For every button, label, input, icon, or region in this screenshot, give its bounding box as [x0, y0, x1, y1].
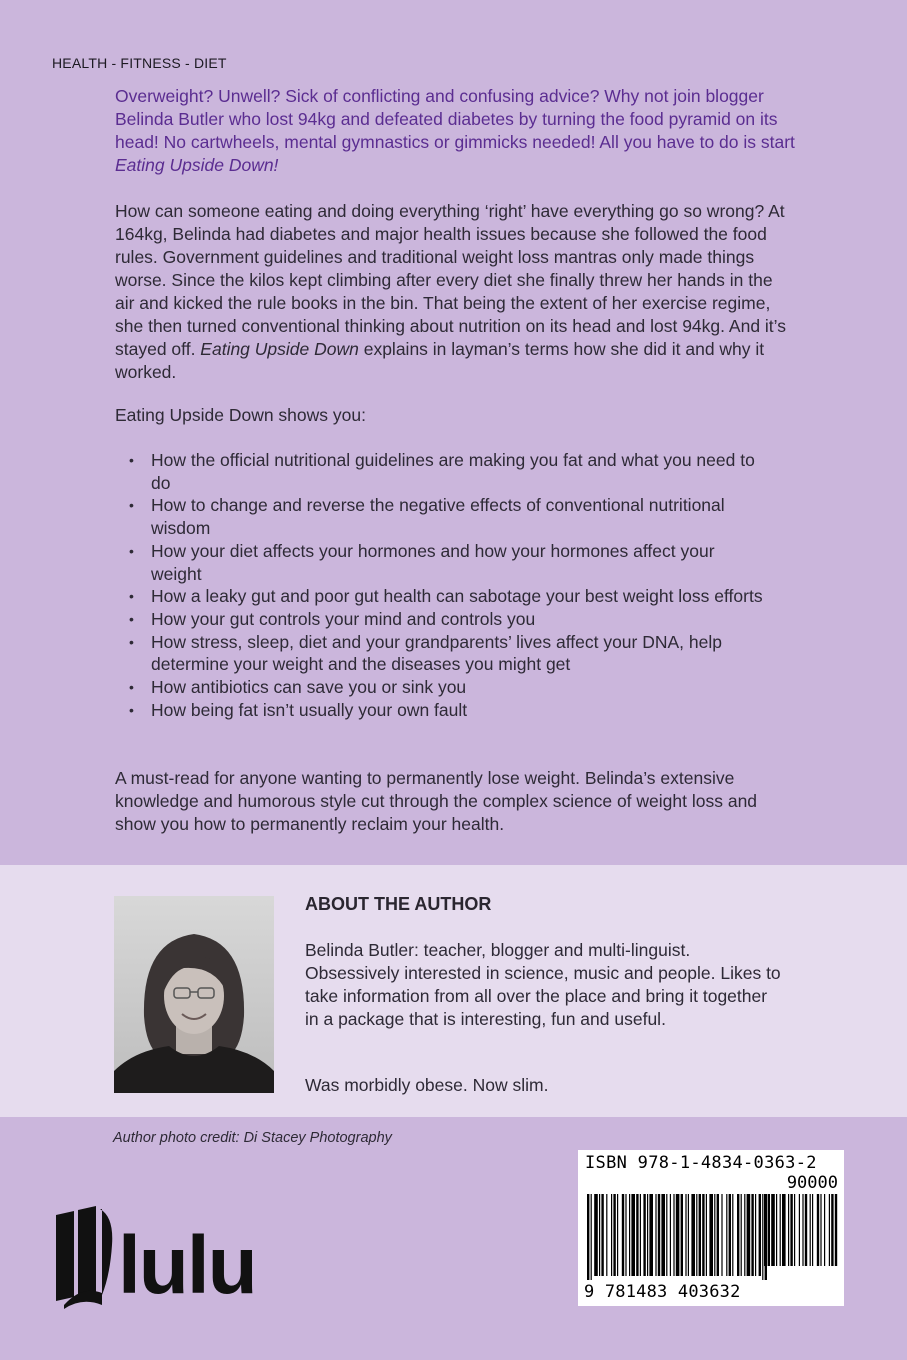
description-text: How can someone eating and doing everything ‘right’ have everything go so wrong? At 164kg, Belinda had diabetes and major health issues because she followed the food rules. Government guidelines and traditional weight loss mantras only made things worse. Since the kilos kept climbing after every diet she finally threw her hands in the air and kicked the rule books in the bin. That being the extent of her exercise regime, she then turned conventional thinking about nutrition on its head and lost 94kg. And it’s stayed off.	[115, 201, 786, 359]
barcode-bar	[709, 1194, 713, 1276]
barcode-bar	[771, 1194, 775, 1266]
barcode-bar	[702, 1194, 704, 1276]
barcode-bar	[587, 1194, 589, 1280]
barcode-bar	[649, 1194, 653, 1276]
ean-number: 9 781483 403632	[584, 1282, 741, 1302]
barcode-bar	[676, 1194, 680, 1276]
barcode-bar	[782, 1194, 786, 1266]
bullet-dot: •	[129, 610, 134, 627]
barcode-bar	[794, 1194, 795, 1266]
bullet-item	[127, 540, 767, 585]
barcode-bar	[776, 1194, 777, 1266]
barcode-bar	[741, 1194, 742, 1276]
bullet-item	[127, 699, 767, 722]
intro-text: Overweight? Unwell? Sick of conflicting and confusing advice? Why not join blogger Belinda Butler who lost 94kg and defeated diabetes by turning the food pyramid on its head! No cartwheels, mental gymnastics or gimmicks needed! All you have to do is start	[115, 86, 795, 152]
barcode-bar	[820, 1194, 821, 1266]
barcode-bar	[744, 1194, 745, 1276]
barcode-bar	[643, 1194, 645, 1276]
description-book-title: Eating Upside Down	[200, 339, 359, 359]
barcode-bar	[764, 1194, 765, 1266]
barcode-bar	[726, 1194, 727, 1276]
author-bio: Belinda Butler: teacher, blogger and multi-linguist. Obsessively interested in science, music and people. Likes to take information from all over the place and bring it together in a package that is interesting, fun and useful.	[305, 940, 781, 1029]
barcode-bar	[591, 1194, 592, 1280]
bullet-item	[127, 449, 767, 494]
barcode-bar	[691, 1194, 695, 1276]
barcode-bar	[629, 1194, 630, 1276]
barcode-bar	[696, 1194, 697, 1276]
barcode-bar	[699, 1194, 701, 1276]
barcode-bar	[780, 1194, 781, 1266]
barcode-bar	[599, 1194, 600, 1276]
bullet-dot: •	[129, 588, 134, 605]
barcode-bar	[631, 1194, 635, 1276]
barcode-bar	[688, 1194, 689, 1276]
barcode-bar	[617, 1194, 618, 1276]
barcode-bar	[835, 1194, 837, 1266]
barcode-bar	[655, 1194, 656, 1276]
barcode-bar	[810, 1194, 811, 1266]
barcode-bar	[658, 1194, 660, 1276]
bullet-dot: •	[129, 497, 134, 514]
description-text-end: explains in layman’s terms how she did it and why it worked.	[115, 339, 765, 382]
barcode-bar	[613, 1194, 615, 1276]
intro-blurb	[115, 85, 795, 177]
closing-paragraph: A must-read for anyone wanting to permanently lose weight. Belinda’s extensive knowledge and humorous style cut through the complex science of weight loss and show you how to permanently reclaim your health.	[115, 768, 758, 834]
barcode-bar	[768, 1194, 770, 1266]
bullet-item	[127, 676, 767, 699]
barcode-bar	[714, 1194, 715, 1276]
bullet-item	[127, 608, 767, 631]
barcode-bar	[721, 1194, 722, 1276]
about-author-heading: ABOUT THE AUTHOR	[305, 894, 492, 914]
barcode-bar	[805, 1194, 807, 1266]
ean-bars	[587, 1194, 767, 1280]
barcode-bar	[812, 1194, 813, 1266]
barcode-bar	[831, 1194, 833, 1266]
bullet-text: How your gut controls your mind and controls you	[151, 608, 536, 629]
bullet-text: How to change and reverse the negative effects of conventional nutritional wisdom	[151, 495, 725, 539]
barcode-bar	[802, 1194, 803, 1266]
bullet-dot: •	[129, 701, 134, 718]
photo-credit: Author photo credit: Di Stacey Photography	[113, 1130, 392, 1146]
barcode-bar	[817, 1194, 819, 1266]
lulu-wordmark: lulu	[118, 1220, 256, 1310]
barcode-bar	[737, 1194, 739, 1276]
barcode-bar	[706, 1194, 707, 1276]
bullet-text: How stress, sleep, diet and your grandparents’ lives affect your DNA, help determine your weight and the diseases you might get	[151, 631, 722, 675]
barcode-bar	[717, 1194, 719, 1276]
barcode-bar	[729, 1194, 731, 1276]
bullet-dot: •	[129, 452, 134, 468]
author-photo	[114, 896, 274, 1093]
isbn-number: ISBN 978-1-4834-0363-2	[585, 1153, 817, 1173]
barcode-bar	[824, 1194, 825, 1266]
barcode-bar	[622, 1194, 624, 1276]
barcode-bar	[673, 1194, 674, 1276]
barcode-bar	[685, 1194, 686, 1276]
barcode-bar	[666, 1194, 667, 1276]
category-label: HEALTH - FITNESS - DIET	[52, 55, 227, 71]
price-code: 90000	[786, 1173, 838, 1193]
barcode-bar	[799, 1194, 800, 1266]
bullet-item	[127, 585, 767, 608]
bullet-item	[127, 631, 767, 676]
description-paragraph	[115, 200, 795, 384]
shows-heading: Eating Upside Down shows you:	[115, 405, 366, 425]
barcode-bar	[647, 1194, 648, 1276]
barcode-bar	[594, 1194, 598, 1276]
barcode-bar	[829, 1194, 830, 1266]
author-tagline: Was morbidly obese. Now slim.	[305, 1075, 549, 1095]
isbn-barcode	[578, 1150, 844, 1306]
barcode-bar	[759, 1194, 761, 1276]
barcode-bar	[636, 1194, 638, 1276]
bullet-text: How the official nutritional guidelines are making you fat and what you need to do	[151, 450, 755, 493]
barcode-bar	[788, 1194, 789, 1266]
bullet-text: How a leaky gut and poor gut health can sabotage your best weight loss efforts	[151, 586, 763, 607]
barcode-bar	[670, 1194, 671, 1276]
barcode-bar	[681, 1194, 683, 1276]
barcode-bar	[661, 1194, 665, 1276]
bullet-dot: •	[129, 542, 134, 559]
bullet-list	[127, 449, 767, 721]
barcode-bar	[755, 1194, 756, 1276]
bullet-text: How antibiotics can save you or sink you	[151, 677, 467, 698]
intro-book-title: Eating Upside Down!	[115, 155, 279, 175]
barcode-bar	[640, 1194, 641, 1276]
barcode-bar	[625, 1194, 626, 1276]
bullet-dot: •	[129, 633, 134, 650]
bullet-text: How your diet affects your hormones and how your hormones affect your weight	[151, 540, 715, 584]
bullet-item	[127, 494, 767, 539]
barcode-bar	[606, 1194, 607, 1276]
bullet-text: How being fat isn’t usually your own fault	[151, 699, 468, 720]
lulu-logo	[52, 1205, 312, 1310]
barcode-bar	[732, 1194, 733, 1276]
addon-bars	[764, 1194, 838, 1266]
barcode-bar	[790, 1194, 792, 1266]
barcode-bar	[751, 1194, 753, 1276]
barcode-bar	[601, 1194, 603, 1276]
barcode-bar	[611, 1194, 612, 1276]
bullet-dot: •	[129, 679, 134, 696]
barcode-bar	[747, 1194, 751, 1276]
